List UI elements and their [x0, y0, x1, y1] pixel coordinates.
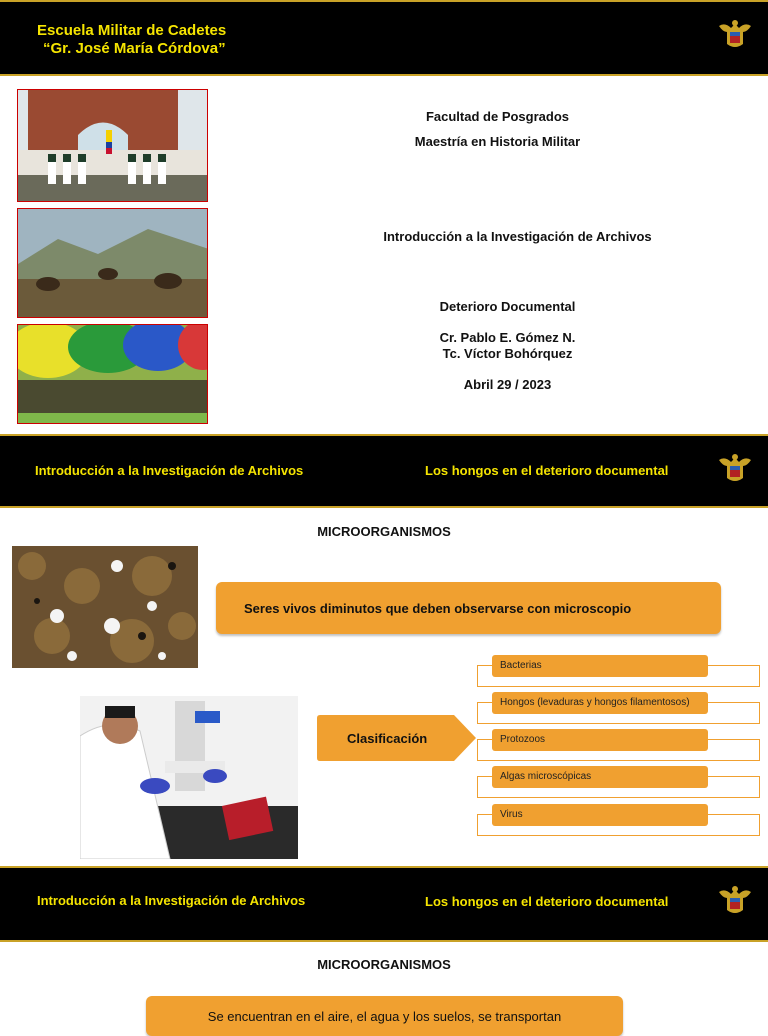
photo-parade-smoke [17, 324, 208, 424]
slide3-text-box [146, 996, 623, 1036]
crest-icon [717, 452, 753, 486]
slide2-header-left: Introducción a la Investigación de Archivos [35, 463, 304, 478]
class-item-virus: Virus [492, 804, 708, 826]
class-item-protozoos: Protozoos [492, 729, 708, 751]
crest-icon [717, 18, 753, 52]
slide3-title: MICROORGANISMOS [317, 957, 451, 972]
slide2-header-bar [0, 434, 768, 508]
definition-text: Seres vivos diminutos que deben observarse con microscopio [244, 601, 632, 616]
definition-box [216, 582, 721, 634]
school-name-line2: “Gr. José María Córdova” [43, 40, 226, 57]
photo-microscope-lab [80, 696, 298, 859]
photo-cadets-arch [17, 89, 208, 202]
classification-shape [316, 714, 478, 762]
slide1-header-bar [0, 0, 768, 76]
crest-icon [717, 884, 753, 918]
topic-text: Deterioro Documental [439, 299, 576, 314]
slide3-header-right: Los hongos en el deterioro documental [425, 894, 669, 909]
classification-label: Clasificación [347, 731, 428, 746]
class-item-hongos: Hongos (levaduras y hongos filamentosos) [492, 692, 708, 714]
class-item-algas: Algas microscópicas [492, 766, 708, 788]
slide3-header-left: Introducción a la Investigación de Archivos [37, 893, 306, 908]
slide2-header-right: Los hongos en el deterioro documental [425, 463, 669, 478]
slide2-title: MICROORGANISMOS [317, 524, 451, 539]
author1-text: Cr. Pablo E. Gómez N. [439, 330, 576, 345]
school-name-line1: Escuela Militar de Cadetes [37, 22, 227, 39]
author2-text: Tc. Víctor Bohórquez [442, 346, 573, 361]
faculty-text: Facultad de Posgrados [425, 109, 570, 124]
photo-fungus-closeup [12, 546, 198, 668]
slide3-text: Se encuentran en el aire, el agua y los suelos, se transportan [207, 1009, 562, 1024]
course-text: Introducción a la Investigación de Archivos [383, 229, 652, 244]
date-text: Abril 29 / 2023 [463, 377, 552, 392]
photo-battle-painting [17, 208, 208, 318]
class-item-bacterias: Bacterias [492, 655, 708, 677]
slide3-header-bar [0, 866, 768, 942]
program-text: Maestría en Historia Militar [414, 134, 581, 149]
